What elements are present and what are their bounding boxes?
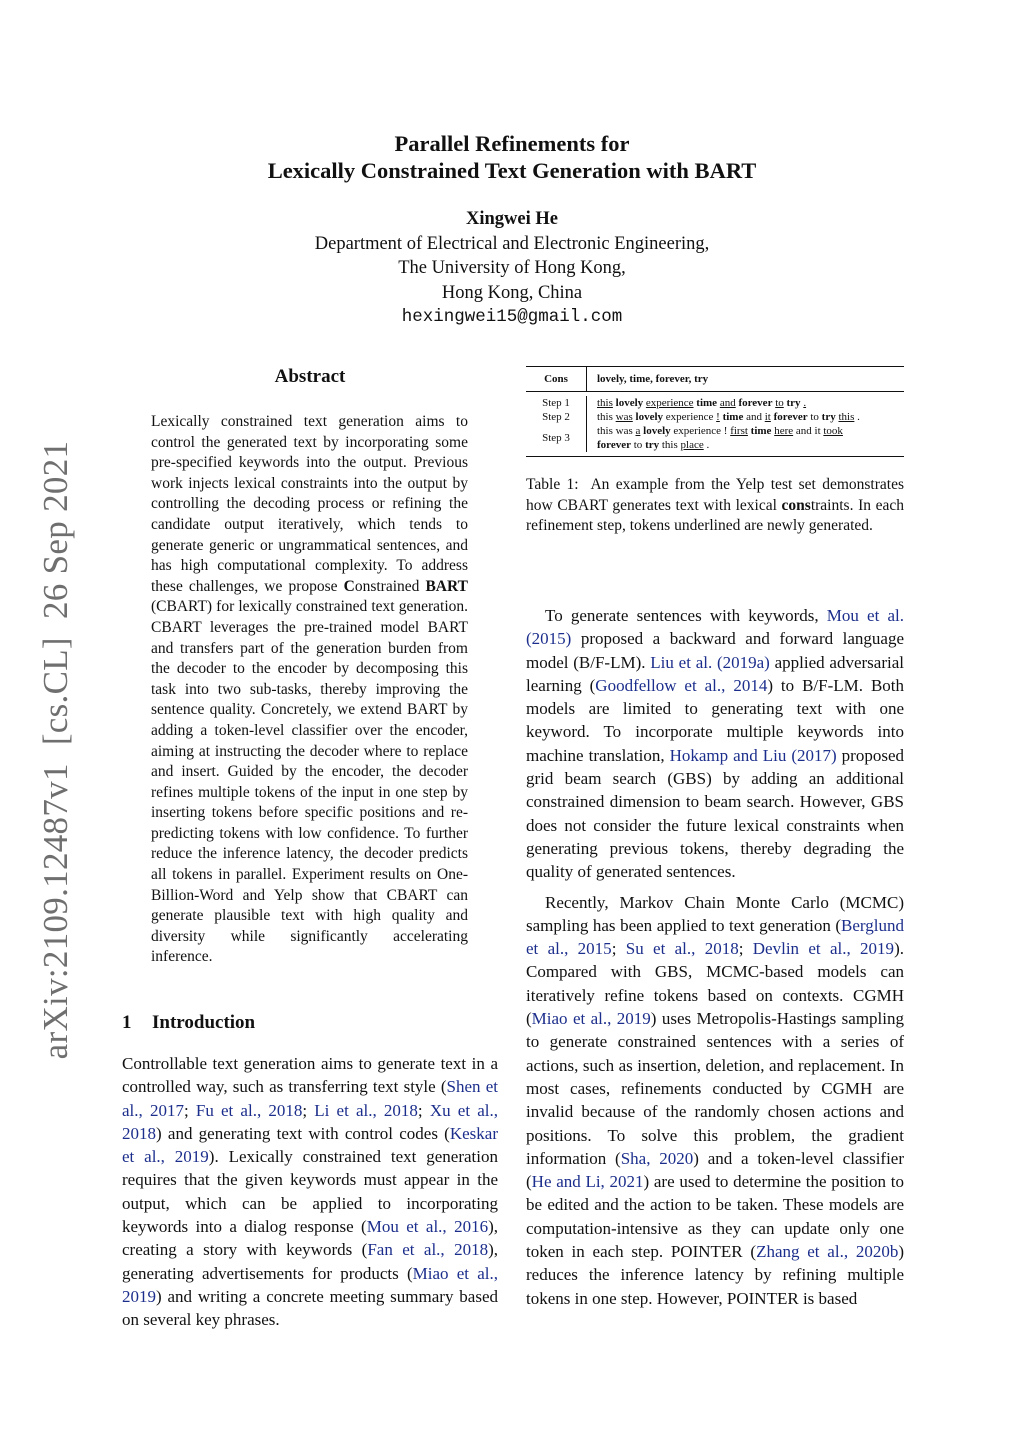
token: to — [775, 397, 784, 409]
citation-link[interactable]: Liu et al. (2019a) — [650, 652, 770, 672]
token: ! — [716, 411, 720, 423]
affiliation-line-3: Hong Kong, China — [441, 282, 583, 303]
body-text: ; — [611, 939, 626, 959]
token: and it — [795, 425, 821, 437]
intro-text: ) and generating text with control codes ( — [156, 1123, 450, 1143]
step-label: Step 3 — [526, 424, 587, 452]
body-text: ) to B/F-LM. Both models are limited to generating text with one keyword. To incorporate multiple keywords into machine translation, — [526, 675, 905, 765]
citation-link[interactable]: Xu et al., 2018 — [122, 1100, 498, 1143]
citation-link[interactable]: Berglund et al., 2015 — [526, 915, 904, 959]
body-text: ) and a token-level classifier ( — [526, 1148, 905, 1192]
body-text: ) are used to determine the position to be edited and the action to be taken. These models are computation-intensive as they can update only one token in each step. POINTER ( — [526, 1172, 904, 1262]
body-text: ) uses Metropolis-Hastings sampling to generate constrained sentences with a series of actions, such as insertion, deletion, and replacement. In most cases, refinements conducted by CGMH are invalid because of the randomly chosen actions and positions. To solve this problem, the gradient information ( — [526, 1009, 904, 1168]
token: this — [838, 411, 855, 423]
token: to — [633, 439, 643, 451]
token: a — [635, 425, 641, 437]
token: . — [706, 439, 710, 451]
body-text: proposed grid beam search (GBS) by adding an additional constrained dimension to beam search. However, GBS does not consider the future lexical constraints when generating previous tokens, thereby degrading the quality of generated sentences. — [526, 745, 904, 882]
token: . — [803, 397, 807, 409]
intro-text: ) and writing a concrete meeting summary based on several key phrases. — [122, 1286, 498, 1330]
table-caption — [526, 475, 908, 537]
token: place — [680, 439, 704, 451]
token: and — [719, 397, 736, 409]
token: first — [730, 425, 748, 437]
citation-link[interactable]: Mou et al., 2016 — [366, 1217, 489, 1237]
author-block — [0, 207, 1024, 330]
abstract-text-end: (CBART) for lexically constrained text generation. CBART leverages the pre-trained model BART and transfers part of the generation burden from the decoder to the encoder by decomposing this task into two sub-tasks, thereby improving the sentence quality. Concretely, we extend BART by adding a token-level classifier over the encoder, aiming at instructing the decoder where to replace and insert. Guided by the encoder, the decoder refines multiple tokens of the input in one step by inserting tokens before specific positions and re-predicting tokens with low confidence. To further reduce the inference latency, the decoder predicts all tokens in parallel. Experiment results on One-Billion-Word and Yelp show that CBART can generate plausible text with high quality and diversity while significantly accelerating inference. — [151, 598, 468, 966]
token: took — [823, 425, 843, 437]
author-name: Xingwei He — [466, 209, 558, 229]
caption-bold: cons — [781, 496, 811, 514]
token: time — [750, 425, 772, 437]
intro-text: ; — [302, 1100, 315, 1120]
abstract-c-bold: C — [343, 577, 355, 595]
caption-text: Table 1: An example from the Yelp test set demonstrates how CBART generates text with lexical — [526, 476, 908, 514]
abstract-onstrained: onstrained — [354, 577, 426, 595]
body-text: Recently, Markov Chain Monte Carlo (MCMC) sampling has been applied to text generation ( — [526, 892, 904, 935]
intro-text: Controllable text generation aims to generate text in a controlled way, such as transferring text style ( — [122, 1054, 498, 1097]
step-label: Step 2 — [526, 410, 587, 424]
token: this — [661, 439, 678, 451]
section-title: Introduction — [152, 1012, 256, 1033]
token: and — [746, 411, 762, 423]
arxiv-identifier: arXiv:2109.12487v1 [cs.CL] 26 Sep 2021 — [36, 440, 75, 1060]
affiliation-line-2: The University of Hong Kong, — [398, 258, 626, 278]
token: try — [786, 397, 801, 409]
citation-link[interactable]: Su et al., 2018 — [625, 939, 739, 959]
table-row-step-2 — [526, 410, 904, 424]
token: experience — [645, 397, 694, 409]
token: lovely — [615, 397, 644, 409]
citation-link[interactable]: Zhang et al., 2020b — [756, 1242, 899, 1262]
abstract-bart-bold: BART — [425, 577, 468, 595]
paper-title — [0, 130, 1024, 184]
token: try — [645, 439, 660, 451]
table-rule-bottom — [526, 456, 904, 457]
citation-link[interactable]: Devlin et al., 2019 — [752, 939, 895, 959]
token: to — [810, 411, 819, 423]
table-body — [526, 392, 904, 456]
citation-link[interactable]: Goodfellow et al., 2014 — [595, 675, 768, 695]
table-header-row — [526, 367, 904, 391]
token: experience — [665, 411, 714, 423]
token: try — [821, 411, 836, 423]
token: experience ! — [673, 425, 728, 437]
citation-link[interactable]: He and Li, 2021 — [531, 1172, 644, 1192]
step-label: Step 1 — [526, 396, 587, 410]
section-number: 1 — [122, 1012, 132, 1033]
token: . — [857, 411, 860, 423]
token: time — [696, 397, 718, 409]
citation-link[interactable]: Fu et al., 2018 — [195, 1100, 303, 1120]
token: lovely — [635, 411, 664, 423]
step-output — [587, 410, 904, 424]
citation-link[interactable]: Shen et al., 2017 — [122, 1077, 498, 1120]
intro-text: ), generating advertisements for products ( — [122, 1240, 498, 1283]
title-line-1: Parallel Refinements for — [394, 131, 630, 156]
token: it — [764, 411, 771, 423]
citation-link[interactable]: Fan et al., 2018 — [367, 1240, 489, 1260]
step-output — [587, 424, 904, 452]
citation-link[interactable]: Hokamp and Liu (2017) — [669, 745, 837, 765]
citation-link[interactable]: Mou et al. (2015) — [526, 606, 904, 649]
table-row-step-1 — [526, 396, 904, 410]
citation-link[interactable]: Miao et al., 2019 — [531, 1009, 651, 1029]
table-header-cons: Cons — [526, 367, 587, 391]
token: forever — [773, 411, 808, 423]
abstract-text — [151, 412, 468, 968]
citation-link[interactable]: Li et al., 2018 — [314, 1100, 418, 1120]
table-row-step-3 — [526, 424, 904, 452]
intro-text: ), creating a story with keywords ( — [122, 1217, 499, 1260]
body-text: ; — [738, 939, 753, 959]
body-text: ) reduces the inference latency by refining multiple tokens in one step. However, POINTER is based — [526, 1242, 905, 1308]
intro-text: ; — [183, 1100, 196, 1120]
token: here — [774, 425, 794, 437]
token: lovely — [643, 425, 671, 437]
token: time — [722, 411, 744, 423]
step-output — [587, 396, 904, 410]
token: this — [597, 411, 613, 423]
token: forever — [738, 397, 773, 409]
token: this was — [597, 425, 633, 437]
introduction-paragraph — [122, 1052, 498, 1332]
affiliation-line-1: Department of Electrical and Electronic Engineering, — [314, 233, 710, 254]
body-text: To generate sentences with keywords, — [545, 606, 827, 625]
abstract-heading: Abstract — [274, 366, 346, 387]
body-text: ). Compared with GBS, MCMC-based models can iteratively refine tokens based on contexts. CGMH ( — [526, 939, 904, 1029]
paragraph — [526, 891, 904, 1310]
section-heading-introduction — [122, 1012, 255, 1034]
intro-text: ). Lexically constrained text generation requires that the given keywords must appear in the output, which can be applied to incorporating keywords into a dialog response ( — [122, 1147, 498, 1237]
token: was — [615, 411, 633, 423]
intro-text: ; — [417, 1100, 430, 1120]
body-text: proposed a backward and forward language model (B/F-LM). — [526, 629, 904, 672]
token: forever — [597, 439, 631, 451]
caption-text: traints. In each refinement step, tokens underlined are newly generated. — [526, 496, 904, 535]
example-table — [526, 366, 904, 457]
paragraph — [526, 604, 904, 884]
table-header-constraints: lovely, time, forever, try — [597, 373, 709, 385]
author-email[interactable]: hexingwei15@gmail.com — [401, 307, 623, 327]
body-text: applied adversarial learning ( — [526, 652, 904, 695]
citation-link[interactable]: Sha, 2020 — [620, 1148, 694, 1168]
abstract-text-start: Lexically constrained text generation aims to control the generated text by incorporating some pre-specified keywords into the output. Previous work injects lexical constraints into the output by controlling the decoding process or refining the candidate output iteratively, which tends to generate generic or ungrammatical sentences, and has high computational complexity. To address these challenges, we propose — [151, 413, 468, 595]
citation-link[interactable]: Miao et al., 2019 — [122, 1263, 498, 1306]
citation-link[interactable]: Keskar et al., 2019 — [122, 1123, 498, 1167]
title-line-2: Lexically Constrained Text Generation with BART — [267, 158, 757, 183]
right-column-body — [526, 604, 904, 1310]
token: this — [597, 397, 613, 409]
